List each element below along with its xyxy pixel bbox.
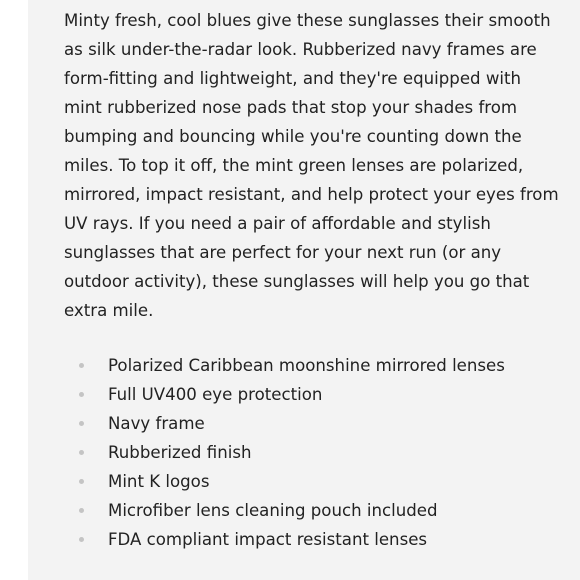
- bullet-icon: [79, 421, 84, 426]
- feature-text: Polarized Caribbean moonshine mirrored lenses: [108, 356, 505, 375]
- feature-text: Navy frame: [108, 414, 205, 433]
- bullet-icon: [79, 363, 84, 368]
- bullet-icon: [79, 392, 84, 397]
- feature-text: Mint K logos: [108, 472, 210, 491]
- feature-list-item: [64, 467, 564, 496]
- product-description-panel: [28, 0, 580, 580]
- bullet-icon: [79, 508, 84, 513]
- feature-list-item: [64, 380, 564, 409]
- bullet-icon: [79, 537, 84, 542]
- feature-list-item: [64, 525, 564, 554]
- feature-list: [64, 351, 564, 554]
- bullet-icon: [79, 450, 84, 455]
- feature-list-item: [64, 409, 564, 438]
- feature-list-item: [64, 351, 564, 380]
- feature-text: Microfiber lens cleaning pouch included: [108, 501, 438, 520]
- feature-text: FDA compliant impact resistant lenses: [108, 530, 428, 549]
- feature-list-item: [64, 496, 564, 525]
- bullet-icon: [79, 479, 84, 484]
- product-description-text: Minty fresh, cool blues give these sunglasses their smooth as silk under-the-radar look. Rubberized navy frames are form-fitting and lightweight, and they're equipped with mint rubberized nose pads that stop your shades from bumping and bouncing while you're counting down the miles. To top it off, the mint green lenses are polarized, mirrored, impact resistant, and help protect your eyes from UV rays. If you need a pair of affordable and stylish sunglasses that are perfect for your next run (or any outdoor activity), these sunglasses will help you go that extra mile.: [64, 11, 559, 320]
- feature-list-item: [64, 438, 564, 467]
- feature-text: Rubberized finish: [108, 443, 252, 462]
- feature-text: Full UV400 eye protection: [108, 385, 323, 404]
